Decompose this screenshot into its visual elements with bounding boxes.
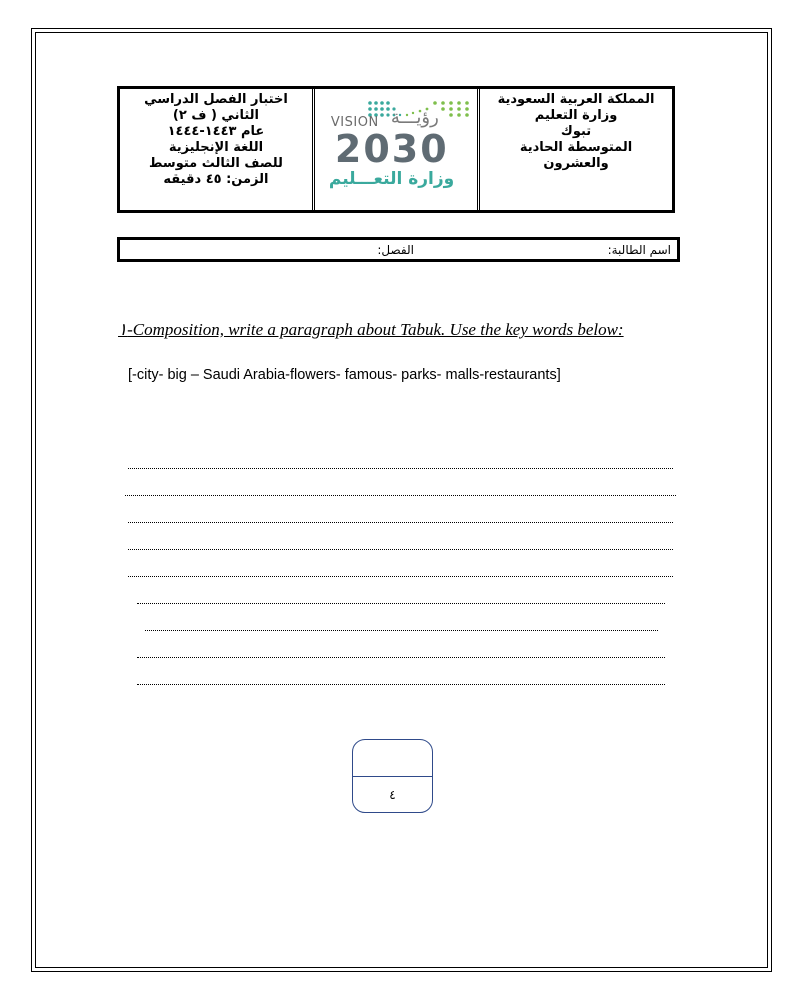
ministry-logo <box>312 89 480 210</box>
class-label: الفصل: <box>377 243 414 257</box>
student-name-label: اسم الطالبة: <box>607 243 671 257</box>
answer-line[interactable] <box>128 549 673 550</box>
answer-line[interactable] <box>145 630 658 631</box>
logo-ruya-text: رؤيـــة <box>390 107 439 128</box>
exam-info-cell <box>120 89 312 210</box>
ministry-name: وزارة التعليم <box>534 108 618 123</box>
score-divider <box>352 776 433 777</box>
answer-line[interactable] <box>137 657 665 658</box>
answer-line[interactable] <box>137 603 665 604</box>
logo-vision-text: VISION <box>330 115 379 130</box>
answer-line[interactable] <box>128 576 673 577</box>
question-keywords: [-city- big – Saudi Arabia-flowers- famous- parks- malls-restaurants] <box>128 367 561 383</box>
logo-ministry-text: وزارة التعـــليم <box>328 169 455 189</box>
answer-line[interactable] <box>125 495 676 496</box>
school-name-line1: المتوسطة الحادية <box>519 140 633 155</box>
exam-title: اختبار الفصل الدراسي <box>144 92 288 107</box>
score-total: ٤ <box>389 788 396 802</box>
exam-grade: للصف الثالث متوسط <box>148 156 283 171</box>
city-name: تبوك <box>560 124 592 139</box>
school-name-line2: والعشرون <box>543 156 609 171</box>
school-info-cell <box>480 89 672 210</box>
logo-year-text: 2030 <box>334 127 449 171</box>
answer-line[interactable] <box>137 684 665 685</box>
country-name: المملكة العربية السعودية <box>497 92 655 107</box>
exam-duration: الزمن: ٤٥ دقيقه <box>163 172 269 187</box>
exam-year: عام ١٤٤٣-١٤٤٤ <box>167 124 265 139</box>
exam-subject: اللغة الإنجليزية <box>168 140 264 155</box>
exam-header-table <box>117 86 675 213</box>
exam-semester: الثاني ( ف ٢) <box>172 108 259 123</box>
student-info-box[interactable] <box>117 237 680 262</box>
answer-line[interactable] <box>128 522 673 523</box>
answer-line[interactable] <box>128 468 673 469</box>
question-title: ١-Composition, write a paragraph about Tabuk. Use the key words below: <box>118 320 624 339</box>
